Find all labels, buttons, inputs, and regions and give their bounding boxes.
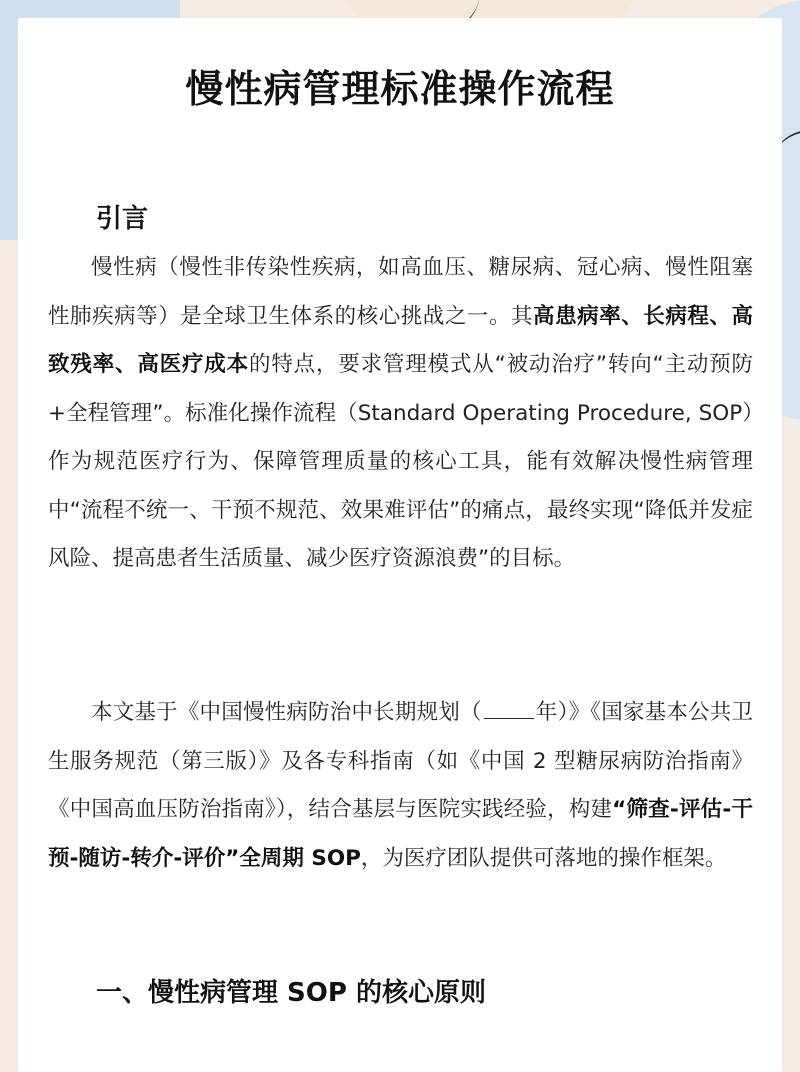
basis-paragraph	[48, 689, 753, 883]
year-blank	[484, 702, 534, 719]
intro-bold-characteristics: 高患病率、长病程、高致残率、高医疗成本	[48, 303, 753, 377]
intro-text-2: 的特点，要求管理模式从“被动治疗”转向“主动预防+全程管理”。标准化操作流程（Standard Operating Procedure, SOP）作为规范医疗行为、保障管理质量的核心工具，能有效解决慢性病管理中“流程不统一、干预不规范、效果难评估”的痛点，最终实现“降低并发症风险、提高患者生活质量、减少医疗资源浪费”的目标。	[48, 352, 753, 571]
basis-text-1: 本文基于《中国慢性病防治中长期规划（	[91, 700, 482, 725]
intro-text-1: 慢性病（慢性非传染性疾病，如高血压、糖尿病、冠心病、慢性阻塞性肺疾病等）是全球卫生体系的核心挑战之一。其	[48, 255, 753, 329]
intro-paragraph	[48, 244, 753, 584]
intro-heading: 引言	[96, 204, 149, 234]
basis-bold-sop: “筛查-评估-干预-随访-转介-评价”全周期 SOP	[48, 797, 753, 871]
basis-text-3: ，为医疗团队提供可落地的操作框架。	[360, 845, 727, 871]
document-title: 慢性病管理标准操作流程	[185, 67, 615, 111]
section-1-heading: 一、慢性病管理 SOP 的核心原则	[96, 978, 486, 1008]
basis-text-2: 年）》《国家基本公共卫生服务规范（第三版）》及各专科指南（如《中国 2 型糖尿病防治指南》《中国高血压防治指南》），结合基层与医院实践经验，构建	[48, 700, 753, 822]
document-page	[18, 18, 782, 1072]
